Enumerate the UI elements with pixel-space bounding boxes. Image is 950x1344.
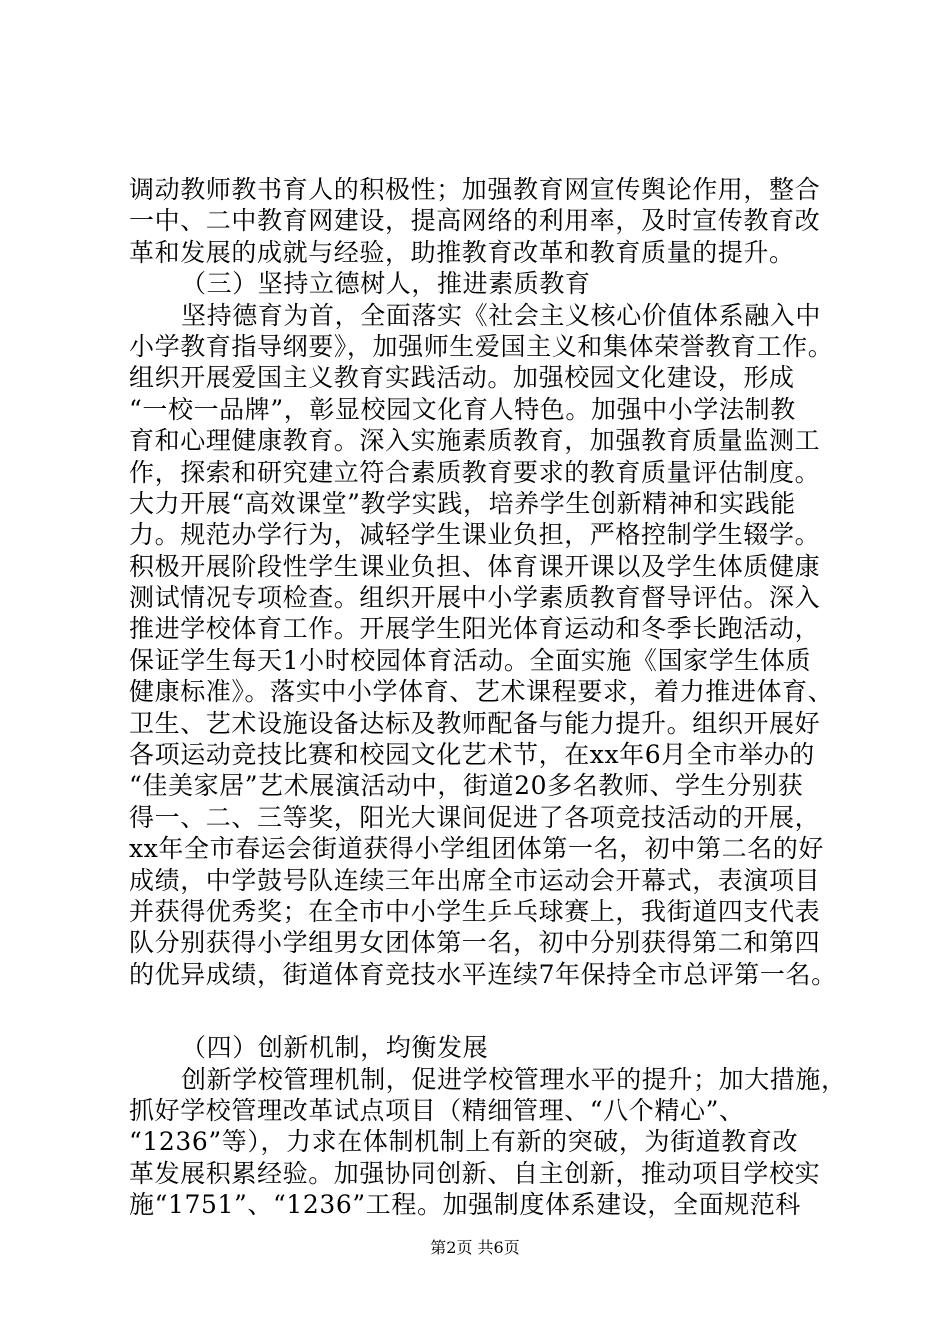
paragraph-gap — [129, 990, 849, 1032]
text-line: 成绩，中学鼓号队连续三年出席全市运动会开幕式，表演项目 — [129, 865, 821, 895]
text-line: “一校一品牌”，彰显校园文化育人特色。加强中小学法制教 — [129, 394, 796, 424]
text-line: “佳美家居”艺术展演活动中，街道20多名教师、学生分别获 — [129, 771, 804, 801]
text-line: 作，探索和研究建立符合素质教育要求的教育质量评估制度。 — [129, 457, 821, 487]
text-line: 并获得优秀奖；在全市中小学生乒乓球赛上，我街道四支代表 — [129, 896, 821, 926]
text-line: 力。规范办学行为，减轻学生课业负担，严格控制学生辍学。 — [129, 520, 821, 550]
text-line: 健康标准》。落实中小学体育、艺术课程要求，着力推进体育、 — [129, 677, 834, 707]
text-line: 一中、二中教育网建设，提高网络的利用率，及时宣传教育改 — [129, 206, 821, 236]
text-line: 队分别获得小学组男女团体第一名，初中分别获得第二和第四 — [129, 928, 821, 958]
text-line: 得一、二、三等奖，阳光大课间促进了各项竞技活动的开展， — [129, 802, 821, 832]
text-line: 组织开展爱国主义教育实践活动。加强校园文化建设，形成 — [129, 363, 795, 393]
document-body — [129, 174, 849, 1221]
text-line: 测试情况专项检查。组织开展中小学素质教育督导评估。深入 — [129, 583, 821, 613]
paragraph-first-line: 创新学校管理机制，促进学校管理水平的提升；加大措施， — [181, 1064, 847, 1094]
text-line: 小学教育指导纲要》，加强师生爱国主义和集体荣誉教育工作。 — [129, 331, 834, 361]
text-line: “1236”等），力求在体制机制上有新的突破，为街道教育改 — [129, 1127, 799, 1157]
text-line: 革和发展的成就与经验，助推教育改革和教育质量的提升。 — [129, 237, 795, 267]
text-line: 育和心理健康教育。深入实施素质教育，加强教育质量监测工 — [129, 426, 821, 456]
text-line: 调动教师教书育人的积极性；加强教育网宣传舆论作用，整合 — [129, 175, 821, 204]
text-line: 卫生、艺术设施设备达标及教师配备与能力提升。组织开展好 — [129, 708, 821, 738]
text-line: 抓好学校管理改革试点项目（精细管理、“八个精心”、 — [129, 1095, 745, 1125]
text-line: 各项运动竞技比赛和校园文化艺术节，在xx年6月全市举办的 — [129, 740, 815, 770]
section-heading-3: （三）坚持立德树人，推进素质教育 — [181, 269, 591, 299]
text-line: 的优异成绩，街道体育竞技水平连续7年保持全市总评第一名。 — [129, 959, 837, 989]
text-line: 大力开展“高效课堂”教学实践，培养学生创新精神和实践能 — [129, 488, 796, 518]
paragraph-first-line: 坚持德育为首，全面落实《社会主义核心价值体系融入中 — [181, 300, 822, 330]
page-number-footer: 第2页 共6页 — [430, 1238, 520, 1257]
section-heading-4: （四）创新机制，均衡发展 — [181, 1033, 489, 1063]
text-line: 保证学生每天1小时校园体育活动。全面实施《国家学生体质 — [129, 645, 812, 675]
text-line: 推进学校体育工作。开展学生阳光体育运动和冬季长跑活动， — [129, 614, 821, 644]
text-line: 施“1751”、“1236”工程。加强制度体系建设，全面规范科 — [129, 1190, 801, 1220]
text-line: xx年全市春运会街道获得小学组团体第一名，初中第二名的好 — [129, 834, 825, 864]
text-line: 积极开展阶段性学生课业负担、体育课开课以及学生体质健康 — [129, 551, 821, 581]
text-line: 革发展积累经验。加强协同创新、自主创新，推动项目学校实 — [129, 1158, 821, 1188]
